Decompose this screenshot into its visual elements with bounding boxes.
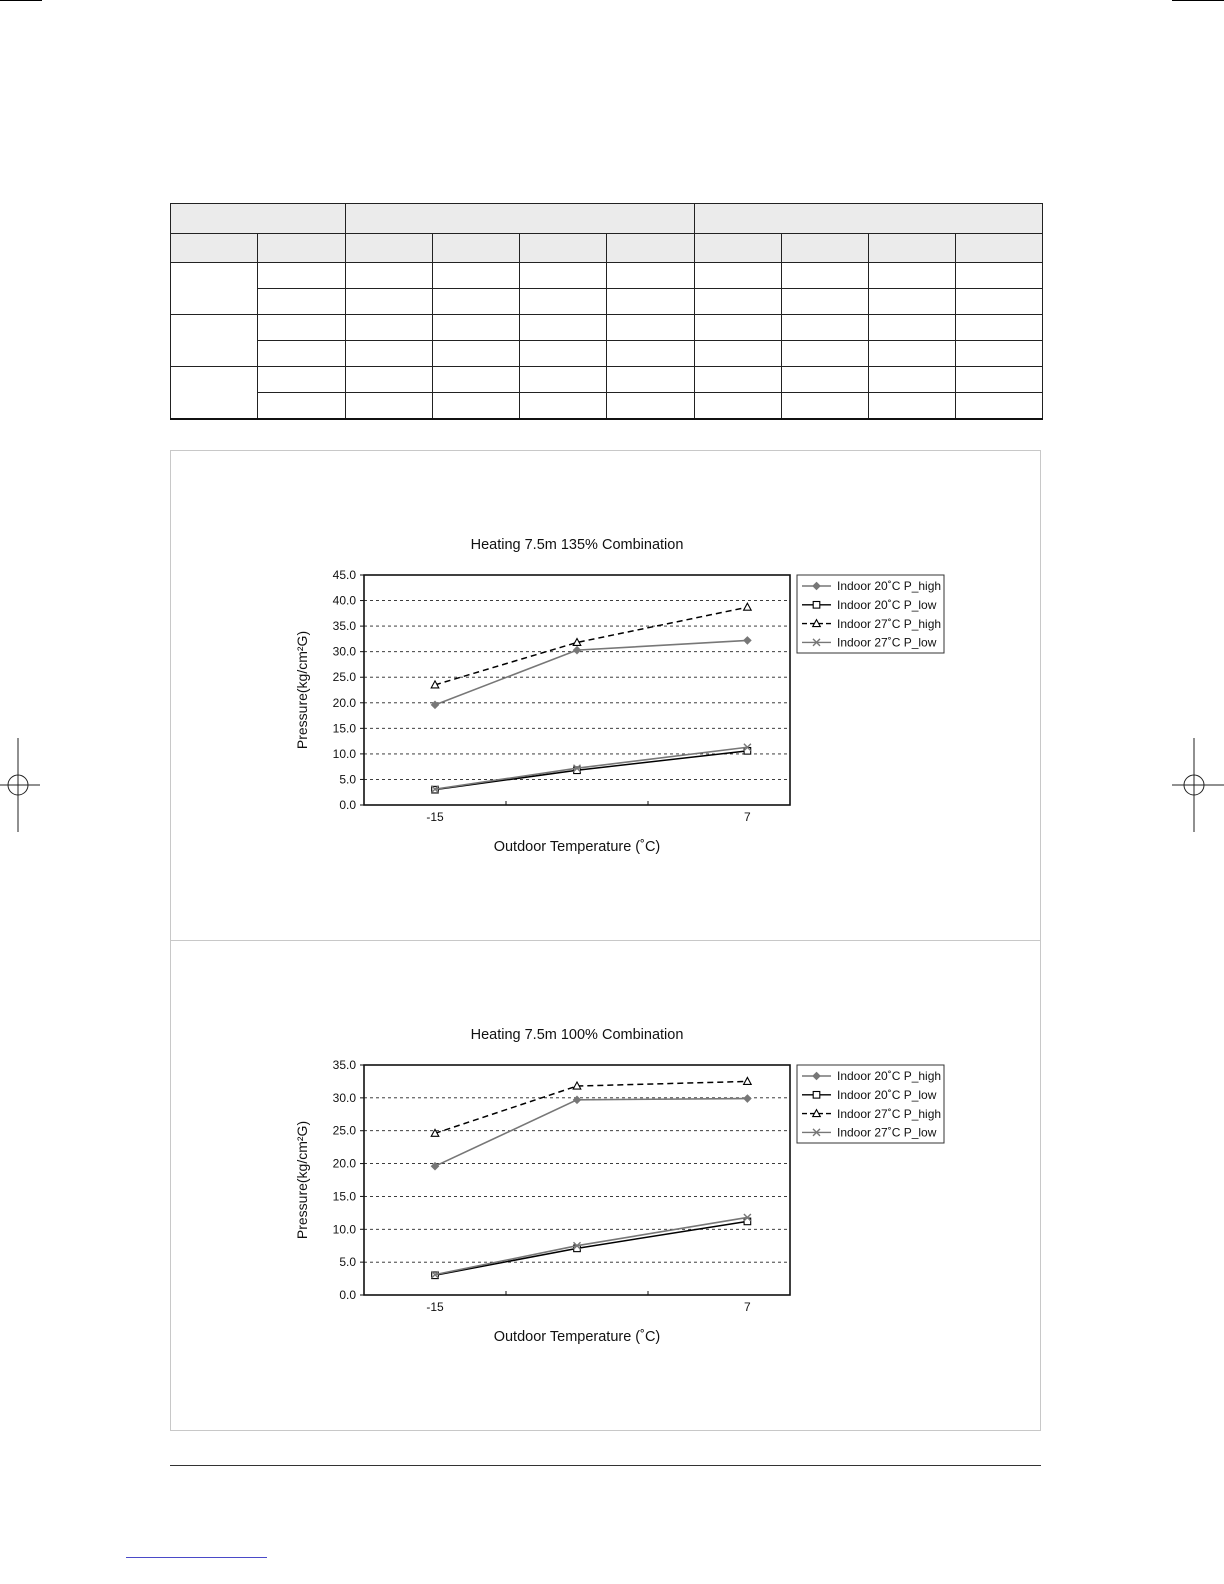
y-tick-label: 40.0	[332, 593, 356, 608]
chart-panel-135	[170, 450, 1041, 941]
series-0	[431, 1095, 751, 1170]
table-cell	[520, 393, 607, 419]
legend-entry: Indoor 27˚C P_high	[837, 616, 942, 631]
table-cell	[869, 263, 956, 289]
table-cell	[433, 341, 520, 367]
table-cell	[956, 393, 1043, 419]
crop-mark-top-right	[1172, 0, 1224, 1]
table-header-cell	[171, 234, 258, 263]
series-2	[431, 603, 751, 688]
series-1	[432, 1218, 751, 1278]
table-cell	[956, 315, 1043, 341]
y-tick-label: 20.0	[332, 695, 356, 710]
legend-entry: Indoor 20˚C P_low	[837, 1088, 937, 1102]
table-header-cell	[346, 204, 695, 234]
table-cell	[869, 289, 956, 315]
table-cell	[346, 367, 433, 393]
table-cell	[607, 315, 695, 341]
table-cell	[520, 263, 607, 289]
data-point-triangle	[744, 603, 752, 610]
table-cell	[258, 367, 346, 393]
series-line	[435, 607, 747, 685]
table-cell	[258, 341, 346, 367]
table-header-cell	[171, 204, 346, 234]
legend	[797, 1065, 944, 1143]
table-cell	[346, 341, 433, 367]
series-0	[431, 637, 751, 709]
table-cell	[258, 263, 346, 289]
chart-title: Heating 7.5m 100% Combination	[470, 1027, 684, 1043]
series-line	[435, 1081, 747, 1133]
series-line	[435, 751, 747, 790]
table-row	[171, 263, 1043, 289]
y-tick-label: 0.0	[339, 798, 356, 812]
table-cell	[346, 263, 433, 289]
series-line	[435, 1221, 747, 1275]
table-cell	[346, 289, 433, 315]
x-axis-label: Outdoor Temperature (˚C)	[493, 1329, 661, 1345]
table-row	[171, 341, 1043, 367]
x-tick-label: 7	[744, 1300, 751, 1314]
table-row	[171, 289, 1043, 315]
crop-mark-top-left	[0, 0, 42, 1]
y-axis-label: Pressure(kg/cm²G)	[294, 630, 310, 750]
data-point-diamond	[744, 1095, 751, 1102]
table-cell	[346, 315, 433, 341]
table-cell	[258, 289, 346, 315]
y-tick-label: 35.0	[332, 619, 356, 634]
table-cell	[433, 263, 520, 289]
legend-entry: Indoor 20˚C P_high	[837, 579, 942, 594]
table-cell	[782, 263, 869, 289]
data-point-diamond	[431, 701, 438, 708]
table-cell	[695, 263, 782, 289]
table-cell	[258, 315, 346, 341]
table-cell	[956, 367, 1043, 393]
series-2	[431, 1077, 751, 1136]
data-point-square	[744, 748, 751, 755]
chart-title: Heating 7.5m 135% Combination	[470, 537, 684, 553]
table-cell	[956, 263, 1043, 289]
pressure-spec-table	[170, 203, 1043, 420]
table-cell	[782, 341, 869, 367]
table-cell	[433, 367, 520, 393]
y-axis-label: Pressure(kg/cm²G)	[294, 1120, 310, 1240]
legend	[797, 575, 944, 653]
legend-entry: Indoor 20˚C P_low	[837, 598, 937, 612]
legend-entry: Indoor 27˚C P_low	[837, 635, 937, 650]
data-point-diamond	[573, 1096, 580, 1103]
table-cell	[607, 367, 695, 393]
data-point-diamond	[744, 637, 751, 644]
y-tick-label: 10.0	[332, 746, 356, 761]
table-cell	[695, 315, 782, 341]
table-cell	[433, 393, 520, 419]
y-tick-label: 30.0	[332, 644, 356, 659]
y-tick-label: 5.0	[339, 772, 356, 787]
table-row	[171, 367, 1043, 393]
table-cell	[258, 393, 346, 419]
table-cell	[607, 341, 695, 367]
x-tick-label: -15	[426, 810, 444, 824]
table-subheader-row	[171, 234, 1043, 263]
table-row	[171, 393, 1043, 419]
table-cell	[782, 289, 869, 315]
table-header-cell	[520, 234, 607, 263]
table-cell	[869, 393, 956, 419]
legend-entry: Indoor 27˚C P_high	[837, 1106, 942, 1121]
y-tick-label: 45.0	[332, 568, 356, 582]
y-tick-label: 35.0	[332, 1058, 356, 1072]
table-cell	[956, 341, 1043, 367]
table-cell	[346, 393, 433, 419]
y-tick-label: 0.0	[339, 1288, 356, 1302]
data-point-diamond	[573, 647, 580, 654]
table-header-cell	[695, 204, 1043, 234]
chart-panel-100	[170, 940, 1041, 1431]
table-cell	[520, 367, 607, 393]
table-cell	[520, 341, 607, 367]
footer-rule	[170, 1465, 1041, 1466]
table-cell	[695, 289, 782, 315]
x-axis-label: Outdoor Temperature (˚C)	[493, 839, 661, 855]
table-cell	[695, 341, 782, 367]
table-cell	[869, 367, 956, 393]
table-cell	[607, 263, 695, 289]
registration-mark-left	[0, 738, 40, 832]
y-tick-label: 30.0	[332, 1090, 356, 1105]
series-line	[435, 640, 747, 704]
table-cell	[607, 289, 695, 315]
table-cell	[869, 341, 956, 367]
table-header-cell	[258, 234, 346, 263]
chart-100-combination	[171, 941, 1040, 1430]
data-point-square	[813, 1092, 820, 1099]
table-cell	[433, 289, 520, 315]
data-point-triangle	[744, 1077, 752, 1084]
data-point-square	[813, 602, 820, 609]
table-row	[171, 315, 1043, 341]
y-tick-label: 15.0	[332, 1189, 356, 1204]
table-header-cell	[607, 234, 695, 263]
table-group-cell	[171, 263, 258, 315]
y-tick-label: 15.0	[332, 721, 356, 736]
registration-mark-right	[1172, 738, 1224, 832]
table-cell	[782, 393, 869, 419]
table-header-cell	[869, 234, 956, 263]
table-cell	[782, 367, 869, 393]
table-cell	[520, 315, 607, 341]
legend-entry: Indoor 20˚C P_high	[837, 1069, 942, 1084]
table-cell	[695, 393, 782, 419]
table-cell	[695, 367, 782, 393]
bottom-underline	[126, 1557, 267, 1558]
y-tick-label: 20.0	[332, 1156, 356, 1171]
table-header-cell	[695, 234, 782, 263]
table-group-cell	[171, 367, 258, 419]
table-header-cell	[782, 234, 869, 263]
table-cell	[433, 315, 520, 341]
table-cell	[869, 315, 956, 341]
table-cell	[520, 289, 607, 315]
legend-entry: Indoor 27˚C P_low	[837, 1125, 937, 1140]
y-tick-label: 5.0	[339, 1255, 356, 1270]
x-tick-label: 7	[744, 810, 751, 824]
table-header-cell	[956, 234, 1043, 263]
table-cell	[956, 289, 1043, 315]
table-cell	[782, 315, 869, 341]
y-tick-label: 25.0	[332, 1123, 356, 1138]
table-header-cell	[433, 234, 520, 263]
chart-135-combination	[171, 451, 1040, 940]
table-cell	[607, 393, 695, 419]
series-line	[435, 1099, 747, 1167]
y-tick-label: 25.0	[332, 670, 356, 685]
table-header-cell	[346, 234, 433, 263]
x-tick-label: -15	[426, 1300, 444, 1314]
table-header-row	[171, 204, 1043, 234]
y-tick-label: 10.0	[332, 1222, 356, 1237]
table-group-cell	[171, 315, 258, 367]
